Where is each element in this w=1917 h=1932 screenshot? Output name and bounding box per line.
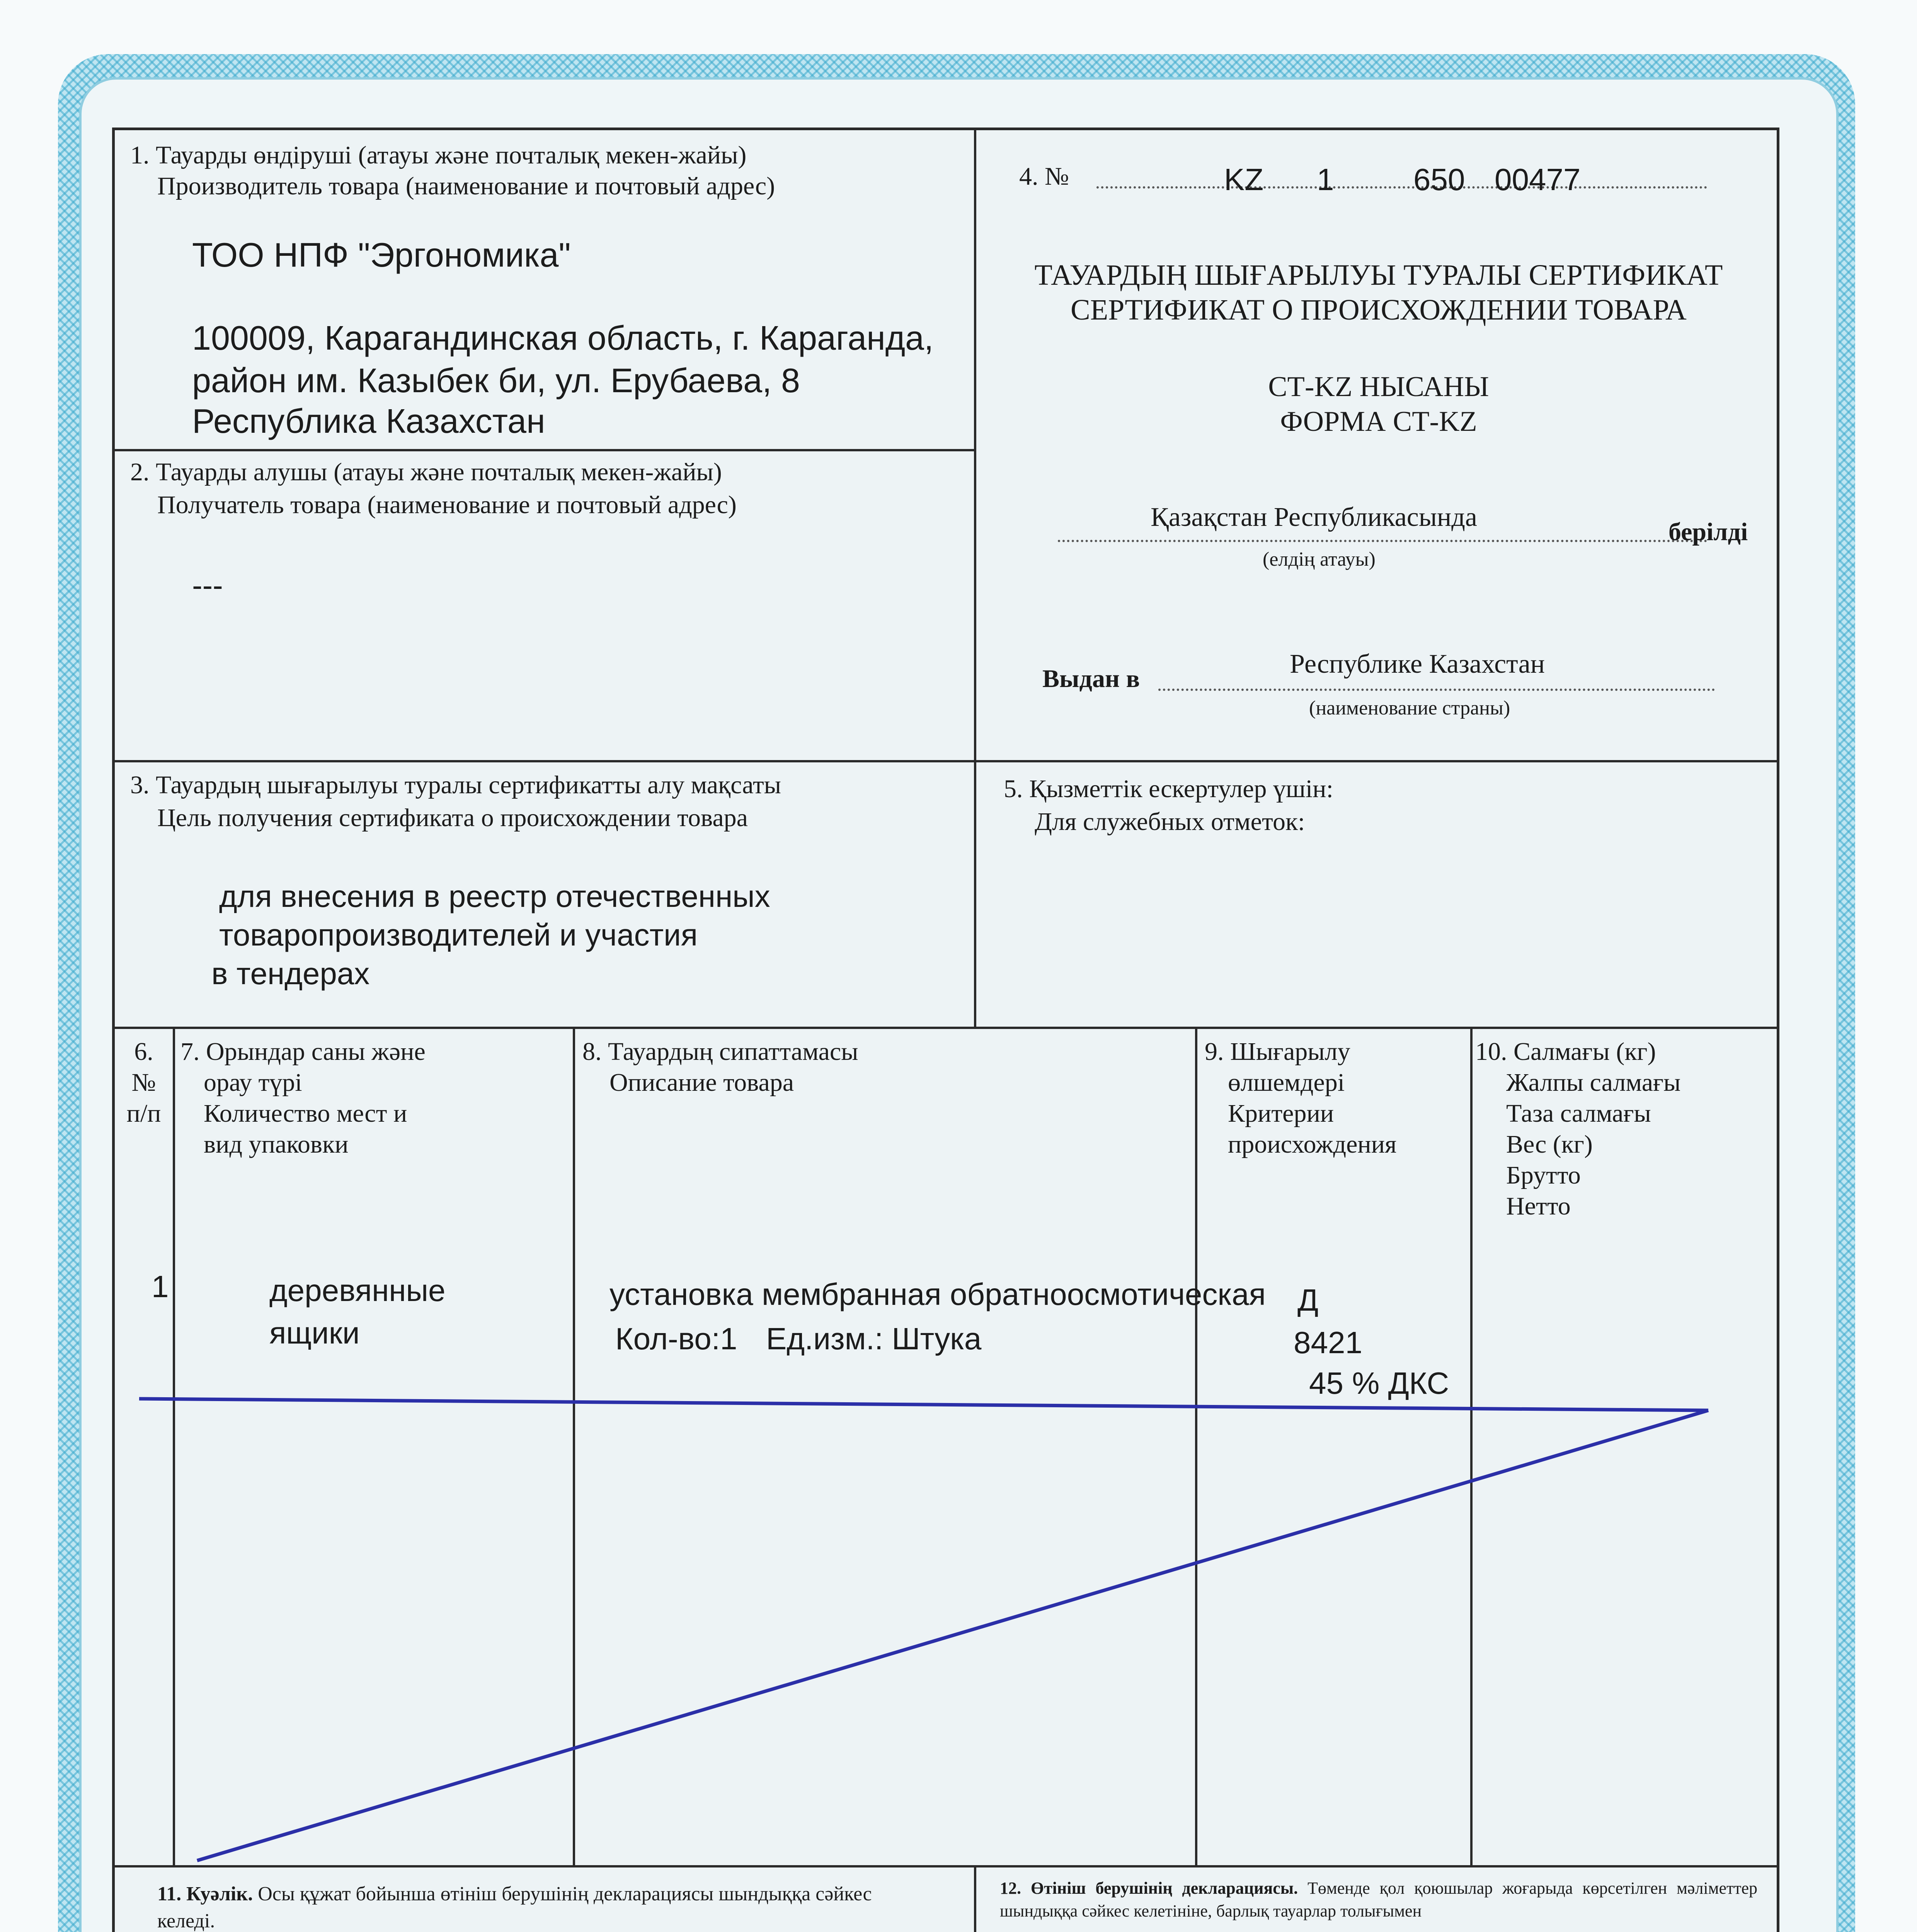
certificate-number-label: 4. № bbox=[1019, 162, 1069, 190]
recipient-value: --- bbox=[192, 568, 223, 602]
country-hint-ru: (наименование страны) bbox=[1309, 697, 1510, 719]
col6-header-2: № bbox=[131, 1068, 156, 1097]
col10-header-2: Жалпы салмағы bbox=[1506, 1068, 1681, 1097]
col10-header-5: Брутто bbox=[1506, 1161, 1581, 1189]
col10-header-3: Таза салмағы bbox=[1506, 1099, 1651, 1128]
row-description: установка мембранная обратноосмотическая bbox=[609, 1277, 1266, 1311]
col7-header-1: 7. Орындар саны және bbox=[180, 1037, 426, 1066]
box11-text-kz: Осы құжат бойынша өтініш берушінің декларациясы шындыққа сәйкес келеді. bbox=[157, 1883, 872, 1932]
box1-label-ru: Производитель товара (наименование и почтовый адрес) bbox=[157, 172, 775, 200]
issued-country-ru: Республике Казахстан bbox=[1290, 649, 1545, 679]
box3-label-ru: Цель получения сертификата о происхождении товара bbox=[157, 804, 748, 832]
col10-header-4: Вес (кг) bbox=[1506, 1130, 1593, 1158]
box5-label-kz: 5. Қызметтік ескертулер үшін: bbox=[1004, 775, 1333, 803]
form-code-ru: ФОРМА СТ-KZ bbox=[1280, 406, 1477, 437]
row-packaging-line1: деревянные bbox=[269, 1273, 446, 1308]
certificate-number-part1: 1 bbox=[1317, 162, 1334, 197]
certificate-number-prefix: KZ bbox=[1224, 162, 1264, 197]
box1-label-kz: 1. Тауарды өндіруші (атауы және почталық мекен-жайы) bbox=[130, 141, 747, 169]
col6-header-3: п/п bbox=[126, 1099, 161, 1128]
certificate-number-part2: 650 bbox=[1413, 162, 1465, 197]
box5-label-ru: Для служебных отметок: bbox=[1035, 808, 1305, 836]
certificate-number-part3: 00477 bbox=[1495, 162, 1581, 197]
col7-header-4: вид упаковки bbox=[204, 1130, 349, 1158]
col10-header-6: Нетто bbox=[1506, 1192, 1571, 1220]
certificate-title-kz: ТАУАРДЫҢ ШЫҒАРЫЛУЫ ТУРАЛЫ СЕРТИФИКАТ bbox=[1034, 259, 1723, 291]
pen-line-horizontal bbox=[139, 1399, 1708, 1410]
box12-text-kz1: Төменде қол қоюшылар жоғарыда көрсетілген мәліметтер шындыққа сәйкес келетініне, барлық тауарлар толығымен bbox=[1000, 1879, 1758, 1921]
producer-name: ТОО НПФ "Эргономика" bbox=[192, 236, 571, 274]
box2-label-kz: 2. Тауарды алушы (атауы және почталық мекен-жайы) bbox=[130, 458, 722, 486]
col7-header-2: орау түрі bbox=[204, 1068, 302, 1097]
pen-line-diagonal bbox=[197, 1410, 1708, 1861]
producer-address-line2: район им. Казыбек би, ул. Ерубаева, 8 bbox=[192, 361, 800, 400]
box3-label-kz: 3. Тауардың шығарылуы туралы сертификатты алу мақсаты bbox=[130, 771, 781, 799]
issued-country-kz: Қазақстан Республикасында bbox=[1151, 502, 1477, 532]
country-hint-kz: (елдің атауы) bbox=[1263, 548, 1376, 570]
form-code-kz: СТ-KZ НЫСАНЫ bbox=[1268, 371, 1489, 403]
row-number: 1 bbox=[152, 1269, 169, 1304]
issued-prefix-ru: Выдан в bbox=[1042, 665, 1140, 693]
box2-label-ru: Получатель товара (наименование и почтовый адрес) bbox=[157, 491, 737, 519]
purpose-line1: для внесения в реестр отечественных bbox=[219, 879, 770, 913]
row-criteria-1: Д bbox=[1297, 1283, 1319, 1317]
producer-address-line1: 100009, Карагандинская область, г. Караганда, bbox=[192, 319, 934, 357]
col9-header-1: 9. Шығарылу bbox=[1205, 1037, 1350, 1066]
row-criteria-2: 8421 bbox=[1294, 1325, 1362, 1360]
certificate-title-ru: СЕРТИФИКАТ О ПРОИСХОЖДЕНИИ ТОВАРА bbox=[1071, 294, 1687, 326]
col6-header-1: 6. bbox=[134, 1037, 153, 1066]
row-packaging-line2: ящики bbox=[269, 1316, 360, 1350]
purpose-line2: товаропроизводителей и участия bbox=[219, 918, 698, 952]
purpose-line3: в тендерах bbox=[211, 956, 370, 991]
col9-header-3: Критерии bbox=[1228, 1099, 1334, 1128]
row-criteria-3: 45 % ДКС bbox=[1309, 1366, 1449, 1400]
producer-address-line3: Республика Казахстан bbox=[192, 402, 545, 440]
col8-header-2: Описание товара bbox=[609, 1068, 794, 1097]
col9-header-2: өлшемдері bbox=[1228, 1068, 1345, 1097]
col8-header-1: 8. Тауардың сипаттамасы bbox=[582, 1037, 858, 1066]
box11-heading-kz: 11. Куәлік. bbox=[157, 1883, 253, 1905]
box12-heading-kz: 12. Өтініш берушінің декларациясы. bbox=[1000, 1879, 1298, 1898]
col7-header-3: Количество мест и bbox=[204, 1099, 407, 1128]
col9-header-4: происхождения bbox=[1228, 1130, 1397, 1158]
col10-header-1: 10. Салмағы (кг) bbox=[1475, 1037, 1656, 1066]
row-unit: Ед.изм.: Штука bbox=[766, 1321, 982, 1356]
row-quantity: Кол-во:1 bbox=[615, 1321, 737, 1356]
issued-suffix-kz: берілді bbox=[1668, 518, 1748, 546]
